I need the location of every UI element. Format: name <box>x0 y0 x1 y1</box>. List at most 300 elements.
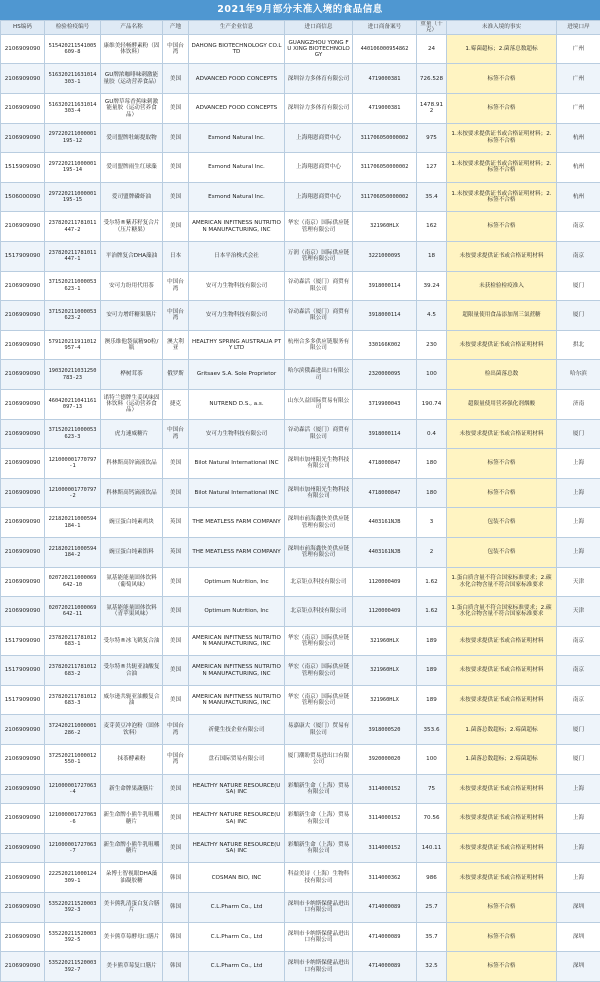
cell-importer: 科益美诗（上海）生物科技有限公司 <box>285 863 353 893</box>
cell-weight: 25.7 <box>417 893 447 923</box>
cell-manufacturer: AMERICAN INFITNESS NUTRITION MANUFACTURING, INC <box>189 212 285 242</box>
cell-product-name: 受尔特®共轭亚油酸复合油 <box>101 656 163 686</box>
cell-hs-code: 2106909090 <box>1 537 45 567</box>
cell-rejection-fact: 未按要求提供证书或合格证明材料 <box>447 419 557 449</box>
cell-inspection-no: 516320211631014303-1 <box>45 64 101 94</box>
table-row <box>1 153 600 183</box>
cell-importer: 华宏（南京）国际供应链管理有限公司 <box>285 212 353 242</box>
cell-entry-port: 深圳 <box>557 893 600 923</box>
table-row <box>1 863 600 893</box>
cell-product-name: GU牌浓咖啡味刺激能量胶（运动营养食品） <box>101 64 163 94</box>
cell-importer-record-no: 3114000152 <box>353 833 417 863</box>
cell-rejection-fact: 1.菌落总数超标；2.霉菌超标 <box>447 745 557 775</box>
cell-origin: 美国 <box>163 182 189 212</box>
cell-product-name: 麦芽黄豆冲泡粉（固体饮料） <box>101 715 163 745</box>
cell-weight: 100 <box>417 360 447 390</box>
cell-hs-code: 2106909090 <box>1 478 45 508</box>
cell-product-name: 桦树茸茶 <box>101 360 163 390</box>
cell-inspection-no: 297220211000001195-15 <box>45 182 101 212</box>
cell-manufacturer: HEALTHY NATURE RESOURCE(USA) INC <box>189 774 285 804</box>
cell-product-name: 氨基能能量固体饮料（葡萄风味） <box>101 567 163 597</box>
cell-importer: 深圳市加州阳光生物科技有限公司 <box>285 449 353 479</box>
cell-rejection-fact: 1.未按要求提供证书或合格证明材料；2.标签不合格 <box>447 123 557 153</box>
column-header-inspection-no: 检验检疫编号 <box>45 21 101 35</box>
cell-entry-port: 天津 <box>557 597 600 627</box>
cell-origin: 韩国 <box>163 952 189 982</box>
cell-rejection-fact: 未按要求提供证书或合格证明材料 <box>447 241 557 271</box>
cell-manufacturer: Bilot Natural International INC <box>189 449 285 479</box>
cell-origin: 俄罗斯 <box>163 360 189 390</box>
cell-importer-record-no: 4719000381 <box>353 64 417 94</box>
cell-hs-code: 2106909090 <box>1 597 45 627</box>
cell-origin: 日本 <box>163 241 189 271</box>
table-row <box>1 301 600 331</box>
table-header-row <box>1 21 600 35</box>
cell-product-name: 豌豆蛋白纯素馅料 <box>101 537 163 567</box>
cell-weight: 230 <box>417 330 447 360</box>
cell-hs-code: 2106909090 <box>1 271 45 301</box>
cell-weight: 70.56 <box>417 804 447 834</box>
cell-weight: 35.7 <box>417 922 447 952</box>
cell-weight: 189 <box>417 626 447 656</box>
cell-rejection-fact: 未按要求提供证书或合格证明材料 <box>447 330 557 360</box>
cell-importer: 谷动森活（厦门）商贸有限公司 <box>285 419 353 449</box>
cell-inspection-no: 371520211000053623-3 <box>45 419 101 449</box>
cell-rejection-fact: 未按要求提供证书或合格证明材料 <box>447 685 557 715</box>
cell-inspection-no: 535220211520003392-7 <box>45 952 101 982</box>
cell-hs-code: 2106909090 <box>1 449 45 479</box>
cell-inspection-no: 020720211000069642-11 <box>45 597 101 627</box>
cell-rejection-fact: 未获检验检疫准入 <box>447 271 557 301</box>
cell-rejection-fact: 未按要求提供证书或合格证明材料 <box>447 626 557 656</box>
column-header-weight: 重量（千克） <box>417 21 447 35</box>
cell-hs-code: 2106909090 <box>1 301 45 331</box>
cell-importer-record-no: 4714000089 <box>353 952 417 982</box>
cell-importer-record-no: 3114000152 <box>353 804 417 834</box>
cell-origin: 韩国 <box>163 922 189 952</box>
cell-rejection-fact: 标签不合格 <box>447 212 557 242</box>
cell-origin: 英国 <box>163 508 189 538</box>
cell-importer-record-no: 311706050000002 <box>353 153 417 183</box>
cell-manufacturer: DAHONG BIOTECHNOLOGY CO.LTD <box>189 34 285 64</box>
column-header-product-name: 产品名称 <box>101 21 163 35</box>
cell-entry-port: 杭州 <box>557 123 600 153</box>
cell-importer-record-no: 3114000362 <box>353 863 417 893</box>
cell-rejection-fact: 未按要求提供证书或合格证明材料 <box>447 774 557 804</box>
cell-weight: 24 <box>417 34 447 64</box>
cell-origin: 捷克 <box>163 389 189 419</box>
cell-inspection-no: 297220211000001195-14 <box>45 153 101 183</box>
cell-origin: 中国台湾 <box>163 715 189 745</box>
cell-entry-port: 上海 <box>557 537 600 567</box>
cell-importer-record-no: 4403161NJB <box>353 537 417 567</box>
cell-rejection-fact: 1.未按要求提供证书或合格证明材料；2.标签不合格 <box>447 153 557 183</box>
cell-manufacturer: AMERICAN INFITNESS NUTRITION MANUFACTURING, INC <box>189 656 285 686</box>
cell-hs-code: 2106909090 <box>1 94 45 124</box>
cell-origin: 中国台湾 <box>163 745 189 775</box>
cell-entry-port: 南京 <box>557 685 600 715</box>
cell-inspection-no: 372420211000001286-2 <box>45 715 101 745</box>
cell-entry-port: 南京 <box>557 241 600 271</box>
cell-origin: 美国 <box>163 64 189 94</box>
cell-importer-record-no: 2320000095 <box>353 360 417 390</box>
cell-hs-code: 2106909090 <box>1 64 45 94</box>
cell-rejection-fact: 检出菌落总数 <box>447 360 557 390</box>
cell-weight: 3 <box>417 508 447 538</box>
cell-rejection-fact: 标签不合格 <box>447 94 557 124</box>
table-row <box>1 478 600 508</box>
cell-importer: 上海翔恩商贸中心 <box>285 153 353 183</box>
cell-manufacturer: Gritsaev S.A. Sole Proprietor <box>189 360 285 390</box>
cell-hs-code: 2106909090 <box>1 330 45 360</box>
cell-entry-port: 厦门 <box>557 419 600 449</box>
cell-product-name: 平治牌复合DHA藻油 <box>101 241 163 271</box>
cell-product-name: 诺特兰德牌生姜风味固体饮料（运动营养食品） <box>101 389 163 419</box>
column-header-rejection-fact: 未准入境的事实 <box>447 21 557 35</box>
cell-entry-port: 上海 <box>557 804 600 834</box>
table-row <box>1 212 600 242</box>
cell-weight: 32.5 <box>417 952 447 982</box>
cell-hs-code: 2106909090 <box>1 952 45 982</box>
cell-importer-record-no: 321960HLX <box>353 685 417 715</box>
cell-weight: 726.528 <box>417 64 447 94</box>
cell-entry-port: 厦门 <box>557 301 600 331</box>
table-row <box>1 715 600 745</box>
cell-importer-record-no: 1120000409 <box>353 567 417 597</box>
cell-rejection-fact: 1.菌落总数超标；2.霉菌超标 <box>447 715 557 745</box>
cell-rejection-fact: 标签不合格 <box>447 64 557 94</box>
cell-manufacturer: C.L.Pharm Co., Ltd <box>189 922 285 952</box>
table-row <box>1 271 600 301</box>
table-row <box>1 123 600 153</box>
cell-entry-port: 南京 <box>557 656 600 686</box>
cell-inspection-no: 237820211781011447-2 <box>45 212 101 242</box>
cell-weight: 4.5 <box>417 301 447 331</box>
cell-inspection-no: 221820211000594184-2 <box>45 537 101 567</box>
cell-importer-record-no: 321960HLX <box>353 656 417 686</box>
table-row <box>1 419 600 449</box>
cell-product-name: 受尔特®紫苏籽复合片（压片糖果） <box>101 212 163 242</box>
cell-hs-code: 2106909090 <box>1 212 45 242</box>
cell-manufacturer: HEALTHY NATURE RESOURCE(USA) INC <box>189 833 285 863</box>
cell-manufacturer: NUTREND D.S., a.s. <box>189 389 285 419</box>
cell-importer: 深圳市前海鑫快美供应链管理有限公司 <box>285 537 353 567</box>
cell-rejection-fact: 包装不合格 <box>447 537 557 567</box>
cell-importer-record-no: 3918000520 <box>353 715 417 745</box>
cell-rejection-fact: 未按要求提供证书或合格证明材料 <box>447 863 557 893</box>
cell-origin: 美国 <box>163 656 189 686</box>
cell-product-name: 豌豆蛋白纯素鸡块 <box>101 508 163 538</box>
cell-origin: 美国 <box>163 123 189 153</box>
cell-inspection-no: 579120211911012957-4 <box>45 330 101 360</box>
cell-hs-code: 2106909090 <box>1 123 45 153</box>
cell-origin: 美国 <box>163 685 189 715</box>
cell-rejection-fact: 标签不合格 <box>447 922 557 952</box>
cell-manufacturer: COSMAN BIO, INC <box>189 863 285 893</box>
cell-rejection-fact: 1.霉菌超标；2.菌落总数超标 <box>447 34 557 64</box>
cell-product-name: 安可力纷用代用茶 <box>101 271 163 301</box>
cell-importer: 彩頫新生命（上海）贸易有限公司 <box>285 774 353 804</box>
cell-rejection-fact: 未按要求提供证书或合格证明材料 <box>447 804 557 834</box>
column-header-entry-port: 进境口岸 <box>557 21 600 35</box>
cell-inspection-no: 237820211781012683-2 <box>45 656 101 686</box>
cell-importer-record-no: 4718000847 <box>353 478 417 508</box>
cell-importer-record-no: 3221000095 <box>353 241 417 271</box>
cell-importer: 深圳市加州阳光生物科技有限公司 <box>285 478 353 508</box>
cell-inspection-no: 121000001770797-1 <box>45 449 101 479</box>
cell-origin: 韩国 <box>163 863 189 893</box>
cell-rejection-fact: 超限量使用食品添加剂三氯蔗糖 <box>447 301 557 331</box>
cell-manufacturer: HEALTHY SPRING AUSTRALIA PTY LTD <box>189 330 285 360</box>
table-row <box>1 34 600 64</box>
cell-entry-port: 广州 <box>557 64 600 94</box>
cell-importer-record-no: 4718000847 <box>353 449 417 479</box>
cell-product-name: 爱司盟牌雨生红球藻 <box>101 153 163 183</box>
cell-entry-port: 深圳 <box>557 922 600 952</box>
cell-manufacturer: AMERICAN INFITNESS NUTRITION MANUFACTURING, INC <box>189 685 285 715</box>
table-row <box>1 774 600 804</box>
cell-hs-code: 2106909090 <box>1 774 45 804</box>
cell-product-name: 美卡熊草莓酵母口膳片 <box>101 922 163 952</box>
cell-manufacturer: Esmond Natural Inc. <box>189 182 285 212</box>
cell-manufacturer: Esmond Natural Inc. <box>189 123 285 153</box>
cell-weight: 975 <box>417 123 447 153</box>
cell-manufacturer: ADVANCED FOOD CONCEPTS <box>189 94 285 124</box>
cell-rejection-fact: 包装不合格 <box>447 508 557 538</box>
cell-rejection-fact: 1.未按要求提供证书或合格证明材料；2.标签不合格 <box>447 182 557 212</box>
cell-manufacturer: 安可力生物科技有限公司 <box>189 301 285 331</box>
table-row <box>1 241 600 271</box>
cell-entry-port: 杭州 <box>557 182 600 212</box>
cell-hs-code: 2106909090 <box>1 745 45 775</box>
cell-hs-code: 1506000090 <box>1 182 45 212</box>
cell-rejection-fact: 1.蛋白质含量不符合国家标准要求；2.碳水化合物含量不符合国家标准要求 <box>447 597 557 627</box>
table-row <box>1 893 600 923</box>
cell-importer: 谷动森活（厦门）商贸有限公司 <box>285 271 353 301</box>
cell-entry-port: 哈尔滨 <box>557 360 600 390</box>
cell-manufacturer: C.L.Pharm Co., Ltd <box>189 952 285 982</box>
cell-manufacturer: 安可力生物科技有限公司 <box>189 271 285 301</box>
cell-entry-port: 上海 <box>557 833 600 863</box>
table-row <box>1 389 600 419</box>
cell-weight: 1.62 <box>417 567 447 597</box>
cell-manufacturer: THE MEATLESS FARM COMPANY <box>189 508 285 538</box>
table-row <box>1 833 600 863</box>
cell-rejection-fact: 标签不合格 <box>447 893 557 923</box>
cell-inspection-no: 297220211000001195-12 <box>45 123 101 153</box>
cell-rejection-fact: 标签不合格 <box>447 478 557 508</box>
cell-rejection-fact: 标签不合格 <box>447 952 557 982</box>
cell-hs-code: 2106909090 <box>1 508 45 538</box>
cell-importer-record-no: 3920000020 <box>353 745 417 775</box>
cell-importer: 易嘉康大（厦门）贸易有限公司 <box>285 715 353 745</box>
cell-hs-code: 2106909090 <box>1 833 45 863</box>
cell-importer-record-no: 3114000152 <box>353 774 417 804</box>
cell-importer-record-no: 4714000089 <box>353 893 417 923</box>
cell-manufacturer: ADVANCED FOOD CONCEPTS <box>189 64 285 94</box>
cell-origin: 美国 <box>163 626 189 656</box>
cell-importer-record-no: 321960HLX <box>353 212 417 242</box>
cell-product-name: 氨基能能量固体饮料（青苹果风味） <box>101 597 163 627</box>
cell-importer: 华宏（南京）国际供应链管理有限公司 <box>285 626 353 656</box>
cell-hs-code: 1517909090 <box>1 685 45 715</box>
cell-hs-code: 2106909090 <box>1 567 45 597</box>
cell-importer: 北京钜点科技有限公司 <box>285 567 353 597</box>
cell-entry-port: 上海 <box>557 863 600 893</box>
cell-importer-record-no: 321960HLX <box>353 626 417 656</box>
cell-hs-code: 2106909090 <box>1 389 45 419</box>
cell-weight: 1478.912 <box>417 94 447 124</box>
cell-manufacturer: AMERICAN INFITNESS NUTRITION MANUFACTURING, INC <box>189 626 285 656</box>
cell-origin: 美国 <box>163 449 189 479</box>
cell-importer-record-no: 4714000089 <box>353 922 417 952</box>
cell-importer: 华宏（南京）国际供应链管理有限公司 <box>285 685 353 715</box>
cell-weight: 140.11 <box>417 833 447 863</box>
cell-inspection-no: 237820211781012683-1 <box>45 626 101 656</box>
cell-origin: 中国台湾 <box>163 34 189 64</box>
cell-weight: 39.24 <box>417 271 447 301</box>
cell-manufacturer: Esmond Natural Inc. <box>189 153 285 183</box>
cell-importer-record-no: 4403161NJB <box>353 508 417 538</box>
cell-importer: 谷动森活（厦门）商贸有限公司 <box>285 301 353 331</box>
cell-weight: 986 <box>417 863 447 893</box>
cell-product-name: 新生命牌小熊牛乳咀嚼糖片 <box>101 833 163 863</box>
cell-entry-port: 深圳 <box>557 952 600 982</box>
cell-product-name: 安可力增纤糖果膳片 <box>101 301 163 331</box>
cell-weight: 1.62 <box>417 597 447 627</box>
cell-manufacturer: Bilot Natural International INC <box>189 478 285 508</box>
table-row <box>1 360 600 390</box>
cell-weight: 190.74 <box>417 389 447 419</box>
cell-origin: 美国 <box>163 212 189 242</box>
column-header-importer: 进口商信息 <box>285 21 353 35</box>
cell-importer: 山东久益国际贸易有限公司 <box>285 389 353 419</box>
cell-product-name: 威尔逊共轭亚油酸复合油 <box>101 685 163 715</box>
cell-importer: 华宏（南京）国际供应链管理有限公司 <box>285 656 353 686</box>
cell-weight: 0.4 <box>417 419 447 449</box>
cell-product-name: 朵博士智视眼DHA藻油凝胶糖 <box>101 863 163 893</box>
cell-hs-code: 1515909090 <box>1 153 45 183</box>
cell-origin: 美国 <box>163 597 189 627</box>
cell-importer: 深圳市卡纳斯保健品进出口有限公司 <box>285 922 353 952</box>
cell-inspection-no: 121000001727063-4 <box>45 774 101 804</box>
cell-origin: 美国 <box>163 153 189 183</box>
table-row <box>1 64 600 94</box>
column-header-importer-record-no: 进口商备案号 <box>353 21 417 35</box>
cell-entry-port: 广州 <box>557 34 600 64</box>
table-row <box>1 537 600 567</box>
cell-inspection-no: 535220211520003392-5 <box>45 922 101 952</box>
cell-origin: 美国 <box>163 774 189 804</box>
cell-weight: 100 <box>417 745 447 775</box>
cell-importer: 彩頫新生命（上海）贸易有限公司 <box>285 833 353 863</box>
cell-weight: 75 <box>417 774 447 804</box>
cell-manufacturer: 盘石国际贸易有限公司 <box>189 745 285 775</box>
cell-importer: 万润（南京）国际供应链管理有限公司 <box>285 241 353 271</box>
cell-importer: 深圳谷力多体育有限公司 <box>285 94 353 124</box>
cell-inspection-no: 372520211000012550-1 <box>45 745 101 775</box>
cell-hs-code: 2106909090 <box>1 863 45 893</box>
table-row <box>1 804 600 834</box>
table-row <box>1 952 600 982</box>
cell-importer: 上海翔恩商贸中心 <box>285 123 353 153</box>
cell-product-name: 抹茶酵素粉 <box>101 745 163 775</box>
table-row <box>1 94 600 124</box>
table-row <box>1 626 600 656</box>
cell-importer: 深圳市前海鑫快美供应链管理有限公司 <box>285 508 353 538</box>
cell-origin: 美国 <box>163 804 189 834</box>
cell-entry-port: 南京 <box>557 626 600 656</box>
cell-hs-code: 2106909090 <box>1 804 45 834</box>
cell-manufacturer: Optimum Nutrition, Inc <box>189 567 285 597</box>
cell-origin: 中国台湾 <box>163 301 189 331</box>
column-header-origin: 产地 <box>163 21 189 35</box>
cell-importer-record-no: 3918000114 <box>353 301 417 331</box>
table-row <box>1 597 600 627</box>
cell-hs-code: 2106909090 <box>1 419 45 449</box>
cell-rejection-fact: 超限量使用营养强化剂烟酸 <box>447 389 557 419</box>
cell-inspection-no: 121000001727063-7 <box>45 833 101 863</box>
cell-inspection-no: 516320211631014303-4 <box>45 94 101 124</box>
cell-entry-port: 广州 <box>557 94 600 124</box>
cell-importer-record-no: 4719000381 <box>353 94 417 124</box>
cell-hs-code: 2106909090 <box>1 893 45 923</box>
cell-inspection-no: 222520211000124309-1 <box>45 863 101 893</box>
cell-entry-port: 天津 <box>557 567 600 597</box>
cell-weight: 189 <box>417 685 447 715</box>
cell-hs-code: 1517909090 <box>1 626 45 656</box>
cell-importer-record-no: 440106000954862 <box>353 34 417 64</box>
cell-product-name: 爱司盟牌牡蛎提取物 <box>101 123 163 153</box>
cell-importer: 杭州合多多供应链服务有限公司 <box>285 330 353 360</box>
cell-entry-port: 上海 <box>557 478 600 508</box>
cell-product-name: GU牌草莓香蕉味刺激能量胶（运动营养食品） <box>101 94 163 124</box>
cell-entry-port: 厦门 <box>557 745 600 775</box>
cell-weight: 189 <box>417 656 447 686</box>
cell-entry-port: 厦门 <box>557 715 600 745</box>
cell-hs-code: 1517909090 <box>1 656 45 686</box>
cell-inspection-no: 020720211000069642-10 <box>45 567 101 597</box>
cell-entry-port: 上海 <box>557 508 600 538</box>
cell-weight: 353.6 <box>417 715 447 745</box>
cell-weight: 18 <box>417 241 447 271</box>
cell-entry-port: 上海 <box>557 449 600 479</box>
food-info-table <box>0 20 600 982</box>
cell-product-name: 新生命牌小熊牛乳咀嚼糖片 <box>101 804 163 834</box>
cell-origin: 中国台湾 <box>163 419 189 449</box>
cell-inspection-no: 190320211031250783-23 <box>45 360 101 390</box>
cell-product-name: 新生命牌果蔬膳片 <box>101 774 163 804</box>
cell-hs-code: 2106909090 <box>1 922 45 952</box>
cell-product-name: 美卡熊乳清蛋白复合膳片 <box>101 893 163 923</box>
cell-weight: 2 <box>417 537 447 567</box>
cell-importer: 上海翔恩商贸中心 <box>285 182 353 212</box>
cell-product-name: 受尔特®冰飞鹤复合油 <box>101 626 163 656</box>
cell-product-name: 虎力速威糖片 <box>101 419 163 449</box>
cell-entry-port: 济南 <box>557 389 600 419</box>
cell-weight: 162 <box>417 212 447 242</box>
cell-inspection-no: 371520211000053623-1 <box>45 271 101 301</box>
cell-importer: 彩頫新生命（上海）贸易有限公司 <box>285 804 353 834</box>
cell-inspection-no: 121000001727063-6 <box>45 804 101 834</box>
cell-importer-record-no: 3918000114 <box>353 419 417 449</box>
cell-inspection-no: 221820211000594184-1 <box>45 508 101 538</box>
cell-importer: 哈尔滨俄森进出口有限公司 <box>285 360 353 390</box>
cell-importer-record-no: 311706050000002 <box>353 123 417 153</box>
cell-importer-record-no: 330166K002 <box>353 330 417 360</box>
table-row <box>1 330 600 360</box>
column-header-manufacturer: 生产企业信息 <box>189 21 285 35</box>
